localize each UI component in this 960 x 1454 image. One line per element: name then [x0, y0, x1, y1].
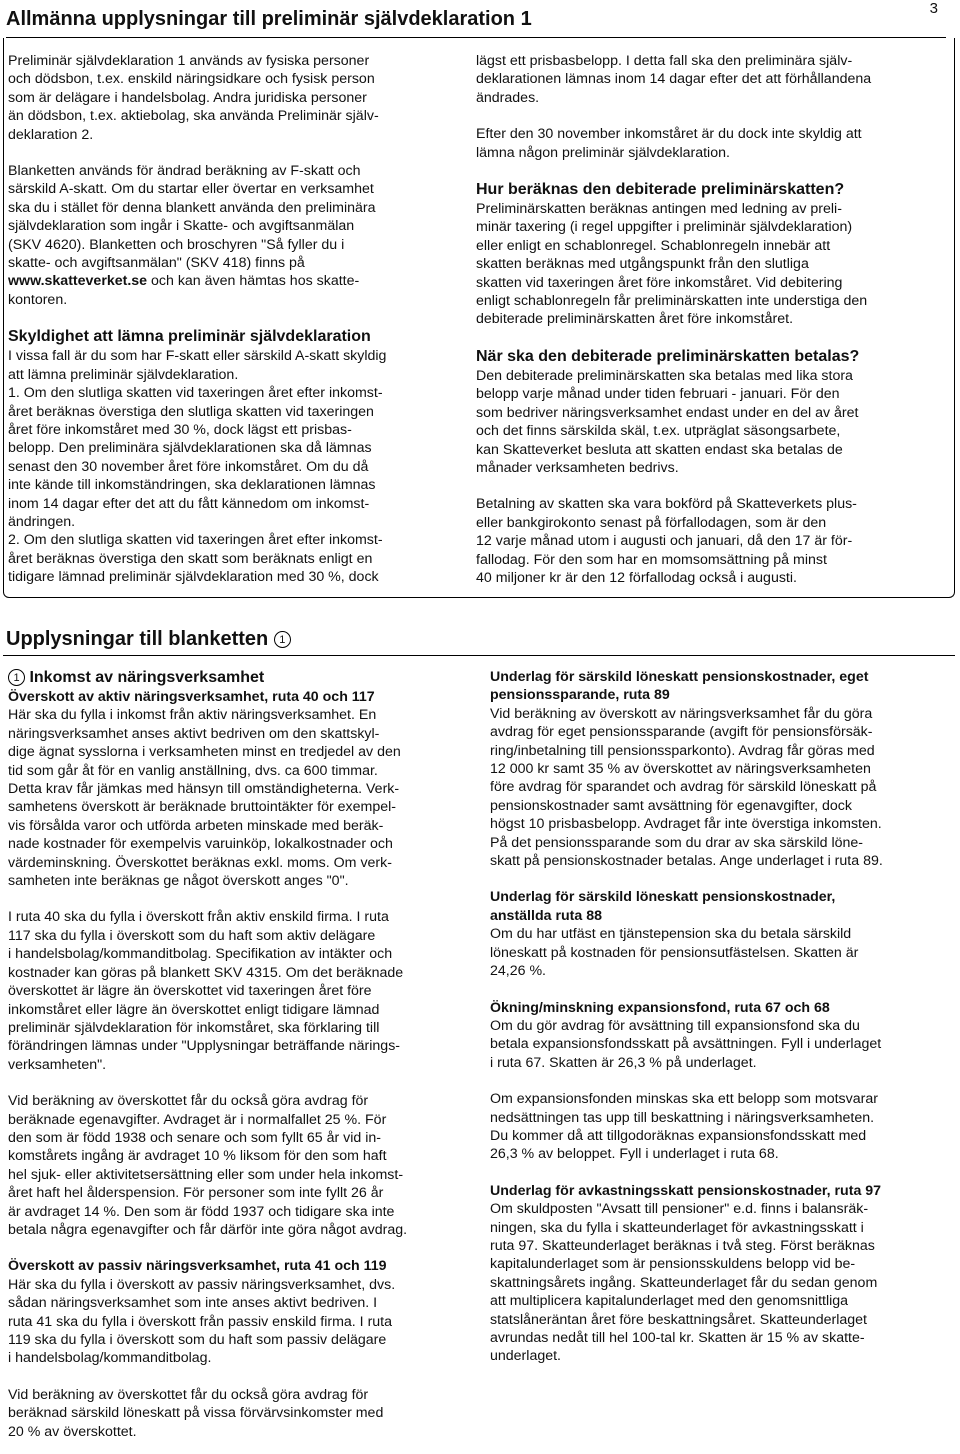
text-line: förändringen lämnas under "Upplysningar beträffande närings- — [8, 1038, 401, 1055]
betalning-paragraph — [476, 495, 946, 587]
text-line: tid som går åt för en vanlig anställning, dvs. ca 600 timmar. — [8, 762, 378, 779]
text-line: och dödsbon, t.ex. enskild näringsidkare och fysisk person — [8, 71, 375, 88]
text-line: underlaget. — [490, 1348, 561, 1365]
text-line: Här ska du fylla i överskott av passiv näringsverksamhet, dvs. — [8, 1276, 396, 1293]
text-line: avdrag för eget pensionssparande (avgift för pensionsförsäk- — [490, 724, 873, 741]
nar-heading: När ska den debiterade preliminärskatten betalas? — [476, 347, 860, 365]
text-line: samhetens överskott är beräknade bruttointäkter för exempel- — [8, 799, 396, 816]
text-line: belopp varje månad under tiden februari - januari. För den — [476, 386, 840, 403]
text-line: avrundas nedåt till hel 100-tal kr. Skatten är 15 % av skatte- — [490, 1330, 865, 1346]
text-line: Vid beräkning av överskott av näringsverksamhet får du göra — [490, 705, 873, 722]
text-line: Vid beräkning av överskottet får du också göra avdrag för — [8, 1093, 369, 1110]
website-link[interactable]: www.skatteverket.se — [8, 273, 148, 290]
inkomst-heading-text: Inkomst av näringsverksamhet — [29, 669, 265, 686]
section-number-badge: 1 — [274, 631, 291, 648]
blanketten-paragraph — [8, 162, 448, 309]
text-line: I vissa fall är du som har F-skatt eller särskild A-skatt skyldig — [8, 348, 387, 365]
text-line: nedsättningen tas upp till beskattning i näringsverksamheten. — [490, 1109, 875, 1126]
text-line: senast den 30 november året före inkomståret. Om du då — [8, 458, 369, 475]
heading-line: anställda ruta 88 — [490, 907, 602, 924]
text-line: sådan näringsverksamhet som inte anses aktivt bedriven. I — [8, 1295, 378, 1312]
text-line: kontoren. — [8, 291, 68, 308]
passiv-avdrag-paragraph — [8, 1386, 468, 1441]
text-line: 12 varje månad utom i augusti och januari, då den 17 är för- — [476, 533, 853, 550]
text-line: värdeminskning. Överskottet beräknas exkl. moms. Om verk- — [8, 854, 392, 871]
text-line: Preliminär självdeklaration 1 används av fysiska personer — [8, 53, 370, 69]
okning-heading: Ökning/minskning expansionsfond, ruta 67 och 68 — [490, 999, 830, 1016]
text-line: i handelsbolag/kommanditbolag. — [8, 1350, 212, 1367]
text-line: Betalning av skatten ska vara bokförd på Skatteverkets plus- — [476, 496, 857, 513]
top-right-column — [476, 52, 946, 587]
section-title — [6, 628, 291, 651]
text-line: 26,3 % av beloppet. Fyll i underlaget i ruta 68. — [490, 1146, 779, 1163]
text-line: självdeklaration som ingår i Skatte- och avgiftsanmälan — [8, 218, 355, 235]
text-line: På det pensionssparande som du drar av ska särskild löne- — [490, 834, 864, 851]
text-line: eller enligt en schablonregel. Schablonregeln innebär att — [476, 237, 831, 254]
text-line: löneskatt på kostnaden för pensionsutfästelsen. Skatten är — [490, 944, 859, 961]
text-line: 2. Om den slutliga skatten vid taxeringen året efter inkomst- — [8, 532, 383, 549]
text-line: 40 miljoner kr är den 12 förfallodag också i augusti. — [476, 569, 797, 586]
text-line: Den debiterade preliminärskatten ska betalas med lika stora — [476, 367, 853, 384]
november-paragraph — [476, 125, 946, 162]
text-line: högst 10 prisbasbelopp. Avdraget får inte överstiga inkomsten. — [490, 816, 882, 833]
passiv-heading: Överskott av passiv näringsverksamhet, ruta 41 och 119 — [8, 1258, 387, 1275]
text-line: året före inkomståret med 30 %, dock lägst ett prisbas- — [8, 421, 352, 438]
text-line: före avdrag för sparandet och avdrag för särskild löneskatt på — [490, 779, 877, 796]
nar-paragraph — [476, 367, 946, 477]
text-line: Detta krav får jämkas med hänsyn till omständigheterna. Verk- — [8, 781, 400, 798]
inkomst-number-badge: 1 — [8, 669, 25, 686]
text-line: deklaration 2. — [8, 126, 94, 143]
text-line — [8, 272, 448, 290]
text-line: ruta 97. Skatteunderlaget beräknas i två steg. Först beräknas — [490, 1237, 875, 1254]
ruta40-paragraph — [8, 908, 468, 1074]
text-line: månader verksamheten bedrivs. — [476, 459, 679, 476]
text-line: 20 % av överskottet. — [8, 1423, 137, 1440]
text-line: ningen, ska du fylla i skatteunderlaget för avkastningsskatt i — [490, 1219, 864, 1236]
text-line: inom 14 dagar efter det att du fått kännedom om inkomst- — [8, 495, 370, 512]
text-line: lämna någon preliminär självdeklaration. — [476, 144, 730, 161]
inkomst-heading — [8, 668, 468, 688]
text-line: är avdraget 14 %. Den som är född 1937 och tidigare ska inte — [8, 1203, 395, 1220]
text-line: skatten beräknas med utgångspunkt från den slutliga — [476, 256, 809, 273]
text-line: ändrades. — [476, 89, 540, 106]
text-line: debiterade preliminärskatten året före inkomståret. — [476, 311, 794, 328]
text-line: lägst ett prisbasbelopp. I detta fall ska den preliminära själv- — [476, 53, 853, 69]
text-line: näringsverksamhet anses aktivt bedriven om den skattskyl- — [8, 725, 380, 742]
skyldighet-heading: Skyldighet att lämna preliminär självdeklaration — [8, 328, 371, 346]
text-line: Om expansionsfonden minskas ska ett belopp som motsvarar — [490, 1091, 878, 1108]
text-line: inkomståret eller lägre än överskottet enligt tidigare lämnad — [8, 1001, 380, 1018]
text-line: kostnader kan göras på blankett SKV 4315. Om det beräknade — [8, 964, 404, 981]
top-left-column — [8, 52, 448, 587]
text-line: dige ägnat sysslorna i verksamheten minst en tredjedel av den — [8, 744, 401, 761]
text-line: enligt schablonregeln får preliminärskatten inte understiga den — [476, 293, 868, 310]
text-line: inte kände till inkomständringen, ska deklarationen lämnas — [8, 477, 376, 494]
prisbasbelopp-paragraph — [476, 52, 946, 107]
text-line: ring/inbetalning till pensionssparkonto). Avdrag får göras med — [490, 742, 875, 759]
text-line: Om du gör avdrag för avsättning till expansionsfond ska du — [490, 1017, 860, 1034]
text-line: skatte- och avgiftsanmälan" (SKV 418) finns på — [8, 255, 305, 272]
text-line: preliminär självdeklaration för inkomståret, ska förklaring till — [8, 1019, 380, 1036]
bottom-right-column — [490, 668, 952, 1366]
text-line: fallodag. För den som har en momsomsättning på minst — [476, 551, 827, 568]
text-line: Blanketten används för ändrad beräkning av F-skatt och — [8, 163, 361, 180]
text-line: Vid beräkning av överskottet får du också göra avdrag för — [8, 1386, 369, 1403]
text-line: året beräknas överstiga den skatt som beräknats enligt en — [8, 550, 373, 567]
heading-line: pensionssparande, ruta 89 — [490, 687, 670, 704]
text-line: statslåneräntan året före beskattningsåret. Skatteunderlaget — [490, 1311, 867, 1328]
text-line: kapitalunderlaget som är pensionsskuldens belopp vid be- — [490, 1256, 856, 1273]
hur-heading: Hur beräknas den debiterade preliminärskatten? — [476, 181, 845, 199]
bottom-left-column — [8, 668, 468, 1441]
text-line: och det finns särskilda skäl, t.ex. utpräglat säsongsarbete, — [476, 423, 841, 440]
text-line: ändringen. — [8, 513, 76, 530]
text-line: överskottet är lägre än överskottet vid taxeringen året före — [8, 983, 372, 1000]
text-line: ruta 41 ska du fylla i överskott från passiv enskild firma. I ruta — [8, 1313, 393, 1330]
text-line: skatten vid taxeringen året före inkomståret. Vid debitering — [476, 274, 843, 291]
text-line: pensionskostnader samt avsättning för egenavgifter, dock — [490, 797, 852, 814]
avkastning-paragraph — [490, 1200, 952, 1366]
avkastning-heading: Underlag för avkastningsskatt pensionskostnader, ruta 97 — [490, 1182, 882, 1199]
text-line: vis försålda varor och utförda arbeten minskade med beräk- — [8, 817, 384, 834]
anstallda-heading — [490, 888, 952, 925]
aktiv-heading: Överskott av aktiv näringsverksamhet, ruta 40 och 117 — [8, 689, 375, 705]
okning-paragraph — [490, 1017, 952, 1072]
text-line: komstårets ingång är avdraget 10 % liksom för den som haft — [8, 1148, 387, 1165]
text-line: att lämna preliminär självdeklaration. — [8, 366, 239, 383]
page-number: 3 — [929, 0, 938, 17]
heading-line: Underlag för särskild löneskatt pensionskostnader, eget — [490, 669, 869, 685]
text-line: som är delägare i handelsbolag. Andra juridiska personer — [8, 89, 367, 106]
section-title-text: Upplysningar till blanketten — [6, 628, 269, 650]
text-line: skattningsårets ingång. Skatteunderlaget får du sedan genom — [490, 1274, 878, 1291]
anstallda-paragraph — [490, 925, 952, 980]
text-line: I ruta 40 ska du fylla i överskott från aktiv enskild firma. I ruta — [8, 909, 389, 926]
text-line: Om skuldposten "Avsatt till pensioner" e.d. finns i balansräk- — [490, 1201, 869, 1218]
text-line: deklarationen lämnas inom 14 dagar efter det att förhållandena — [476, 71, 872, 88]
text-line: än dödsbon, t.ex. aktiebolag, ska använda Preliminär själv- — [8, 108, 379, 125]
text-line: Här ska du fylla i inkomst från aktiv näringsverksamhet. En — [8, 707, 377, 724]
text-line: hel sjuk- eller aktivitetsersättning eller som under hela inkomst- — [8, 1166, 404, 1183]
text-line: den som är född 1938 och senare och som fyllt 65 år vid in- — [8, 1129, 382, 1146]
minskas-paragraph — [490, 1090, 952, 1164]
underlag-heading — [490, 668, 952, 705]
text-line: Om du har utfäst en tjänstepension ska du betala särskild — [490, 926, 852, 943]
text-line: beräknade egenavgifter. Avdraget är i normalfallet 25 %. För — [8, 1111, 387, 1128]
text-line: som bedriver näringsverksamhet endast under en del av året — [476, 404, 859, 421]
text-line: särskild A-skatt. Om du startar eller övertar en verksamhet — [8, 181, 374, 198]
text-line: betala expansionsfondsskatt på avsättningen. Fyll i underlaget — [490, 1036, 882, 1053]
text-line: minär taxering (i regel uppgifter i preliminär självdeklaration) — [476, 219, 853, 236]
skyldighet-paragraph — [8, 347, 448, 586]
text-line: Preliminärskatten beräknas antingen med ledning av preli- — [476, 201, 842, 218]
heading-line: Underlag för särskild löneskatt pensionskostnader, — [490, 889, 836, 906]
text-line: nade kostnader för exempelvis varuinköp, lokalkostnader och — [8, 836, 393, 853]
text-line: beräknad särskild löneskatt på vissa förvärvsinkomster med — [8, 1405, 384, 1422]
passiv-paragraph — [8, 1276, 468, 1368]
text-line: 24,26 %. — [490, 963, 547, 980]
hur-paragraph — [476, 200, 946, 329]
intro-paragraph — [8, 52, 448, 144]
text-line: belopp. Den preliminära självdeklarationen ska då lämnas — [8, 440, 372, 457]
text-line: verksamheten". — [8, 1056, 107, 1073]
header-title: Allmänna upplysningar till preliminär självdeklaration 1 — [6, 8, 946, 38]
aktiv-paragraph — [8, 706, 468, 890]
underlag-paragraph — [490, 705, 952, 871]
text-line: 117 ska du fylla i överskott som du haft som aktiv delägare — [8, 927, 376, 944]
text-line: att multiplicera kapitalunderlaget med den genomsnittliga — [490, 1293, 849, 1310]
section-divider — [3, 655, 955, 656]
text-line: eller bankgirokonto senast på förfallodagen, som är den — [476, 514, 827, 531]
text-line: samheten inte beräknas ge något överskott anges "0". — [8, 873, 349, 890]
text-line: Du kommer då att tillgodoräknas expansionsfondsskatt med — [490, 1127, 867, 1144]
text-line: betala några egenavgifter och får därför inte göra något avdrag. — [8, 1221, 408, 1238]
text-line: (SKV 4620). Blanketten och broschyren "Så fyller du i — [8, 236, 345, 253]
text-line: kan Skatteverket besluta att skatten endast ska betalas de — [476, 441, 843, 458]
text-line: tidigare lämnad preliminär självdeklaration med 30 %, dock — [8, 569, 379, 586]
text-line: året haft hel ålderspension. För personer som inte fyllt 26 år — [8, 1185, 384, 1202]
text-line: i handelsbolag/kommanditbolag. Specifikation av intäkter och — [8, 946, 393, 963]
text-line: Efter den 30 november inkomståret är du dock inte skyldig att — [476, 126, 862, 143]
text-line: 119 ska du fylla i överskott som du haft som passiv delägare — [8, 1332, 387, 1348]
text-line: i ruta 67. Skatten är 26,3 % på underlaget. — [490, 1054, 757, 1071]
text-line: skatt på pensionskostnader betalas. Ange underlaget i ruta 89. — [490, 853, 883, 870]
text-line: 12 000 kr samt 35 % av överskottet av näringsverksamheten — [490, 761, 871, 778]
text-line: året beräknas överstiga den slutliga skatten vid taxeringen — [8, 403, 374, 420]
egenavgifter-paragraph — [8, 1092, 468, 1239]
text-line: 1. Om den slutliga skatten vid taxeringen året efter inkomst- — [8, 385, 383, 402]
text-line: ska du i stället för denna blankett använda den preliminära — [8, 199, 376, 216]
text-fragment: och kan även hämtas hos skatte- — [147, 273, 360, 290]
